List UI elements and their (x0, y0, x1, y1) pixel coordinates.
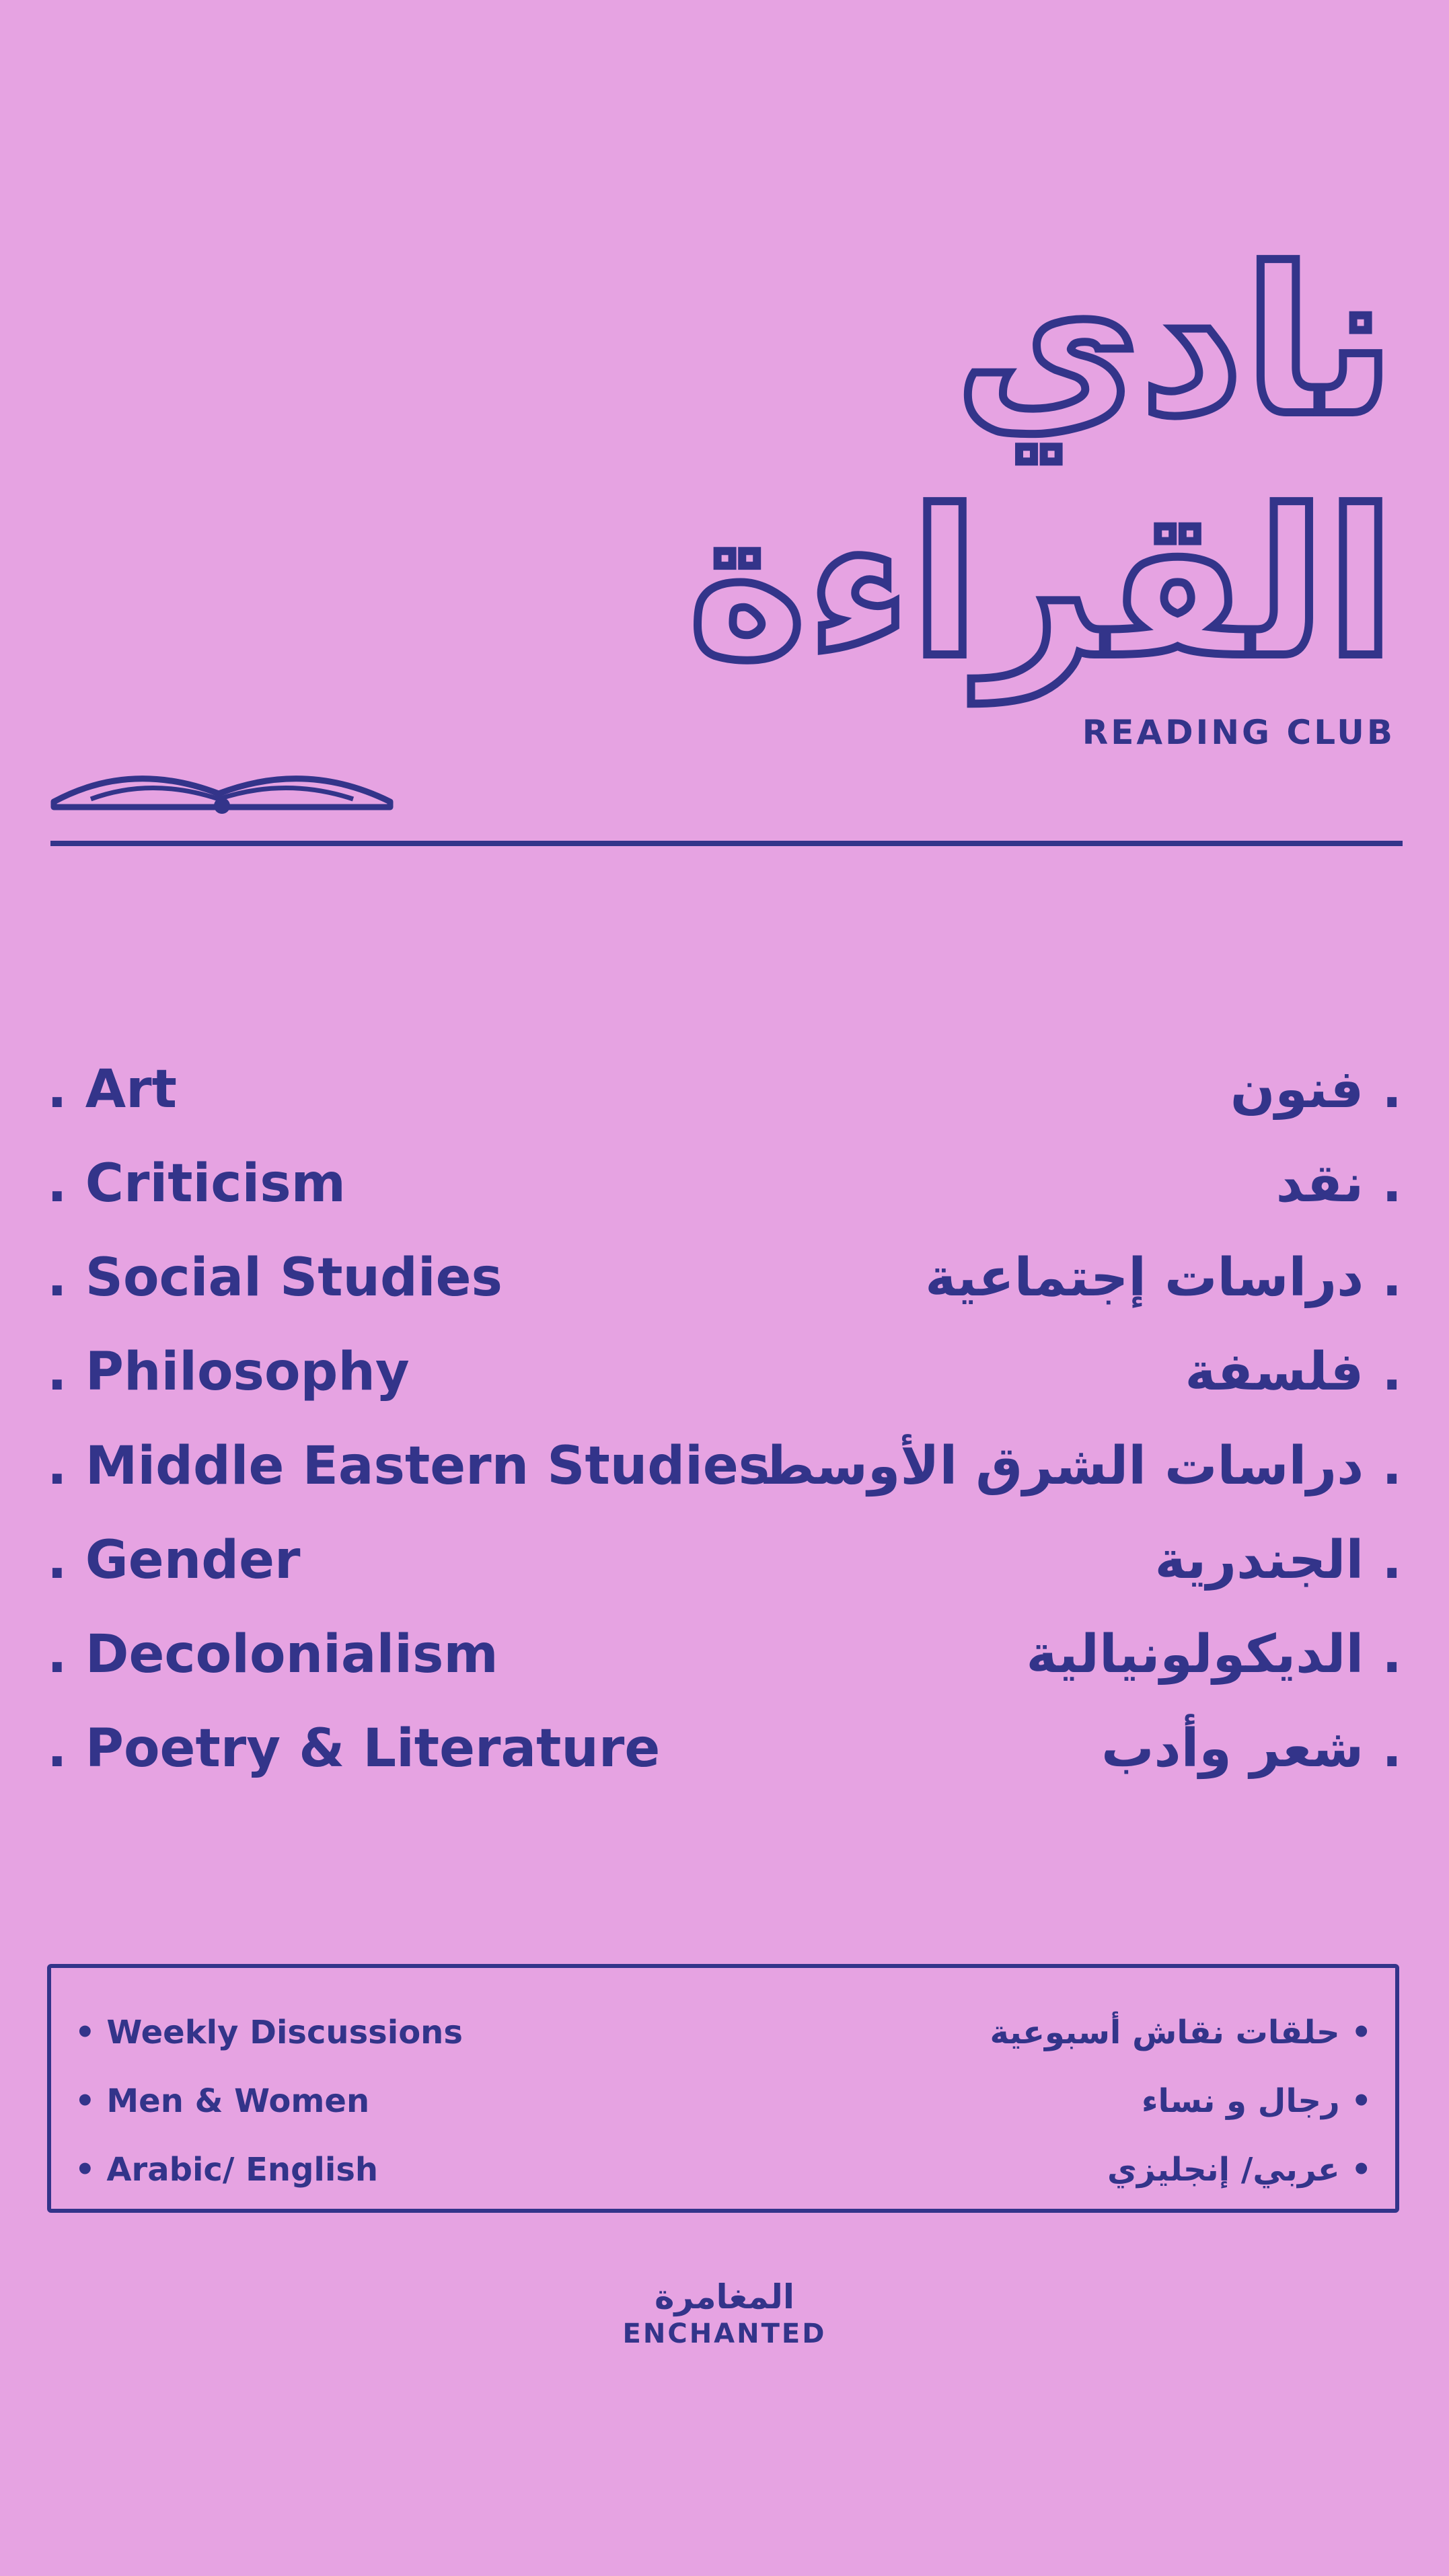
topic-item: . Poetry & Literature (47, 1718, 661, 1779)
info-item: • Arabic/ English (75, 2151, 379, 2189)
info-item: • Weekly Discussions (75, 2014, 463, 2051)
club-title-arabic: نادي القراءة (688, 225, 1395, 702)
logo-arabic: المغامرة (654, 2277, 794, 2316)
topic-item: . Social Studies (47, 1248, 503, 1308)
topic-item: . الديكولونيالية (1026, 1624, 1402, 1685)
enchanted-logo (0, 2277, 1449, 2351)
topic-item: . Gender (47, 1530, 301, 1591)
topic-item: . فلسفة (1185, 1342, 1402, 1402)
info-english (75, 1998, 463, 2204)
topic-item: . دراسات إجتماعية (925, 1248, 1402, 1308)
info-item: • Men & Women (75, 2082, 370, 2120)
topic-item: . Middle Eastern Studies (47, 1436, 770, 1497)
topics-arabic (760, 1043, 1402, 1796)
topic-item: . فنون (1230, 1059, 1402, 1120)
info-item: • حلقات نقاش أسبوعية (990, 2014, 1372, 2051)
info-arabic (990, 1998, 1372, 2204)
club-title-english: READING CLUB (1082, 713, 1395, 752)
topic-item: . نقد (1275, 1153, 1402, 1214)
topic-item: . دراسات الشرق الأوسط (759, 1436, 1402, 1497)
topic-item: . Criticism (47, 1153, 346, 1214)
info-box (47, 1964, 1399, 2213)
topic-item: . شعر وأدب (1101, 1718, 1402, 1779)
divider-line (50, 841, 1403, 846)
topic-item: . Art (47, 1059, 177, 1120)
logo-english: ENCHANTED (622, 2318, 827, 2349)
info-item: • عربي/ إنجليزي (1107, 2151, 1372, 2189)
info-item: • رجال و نساء (1142, 2082, 1372, 2120)
topic-item: . الجندرية (1154, 1530, 1402, 1591)
open-book-icon (50, 747, 394, 814)
topic-item: . Philosophy (47, 1342, 410, 1402)
topics-english (47, 1043, 770, 1796)
topic-item: . Decolonialism (47, 1624, 498, 1685)
